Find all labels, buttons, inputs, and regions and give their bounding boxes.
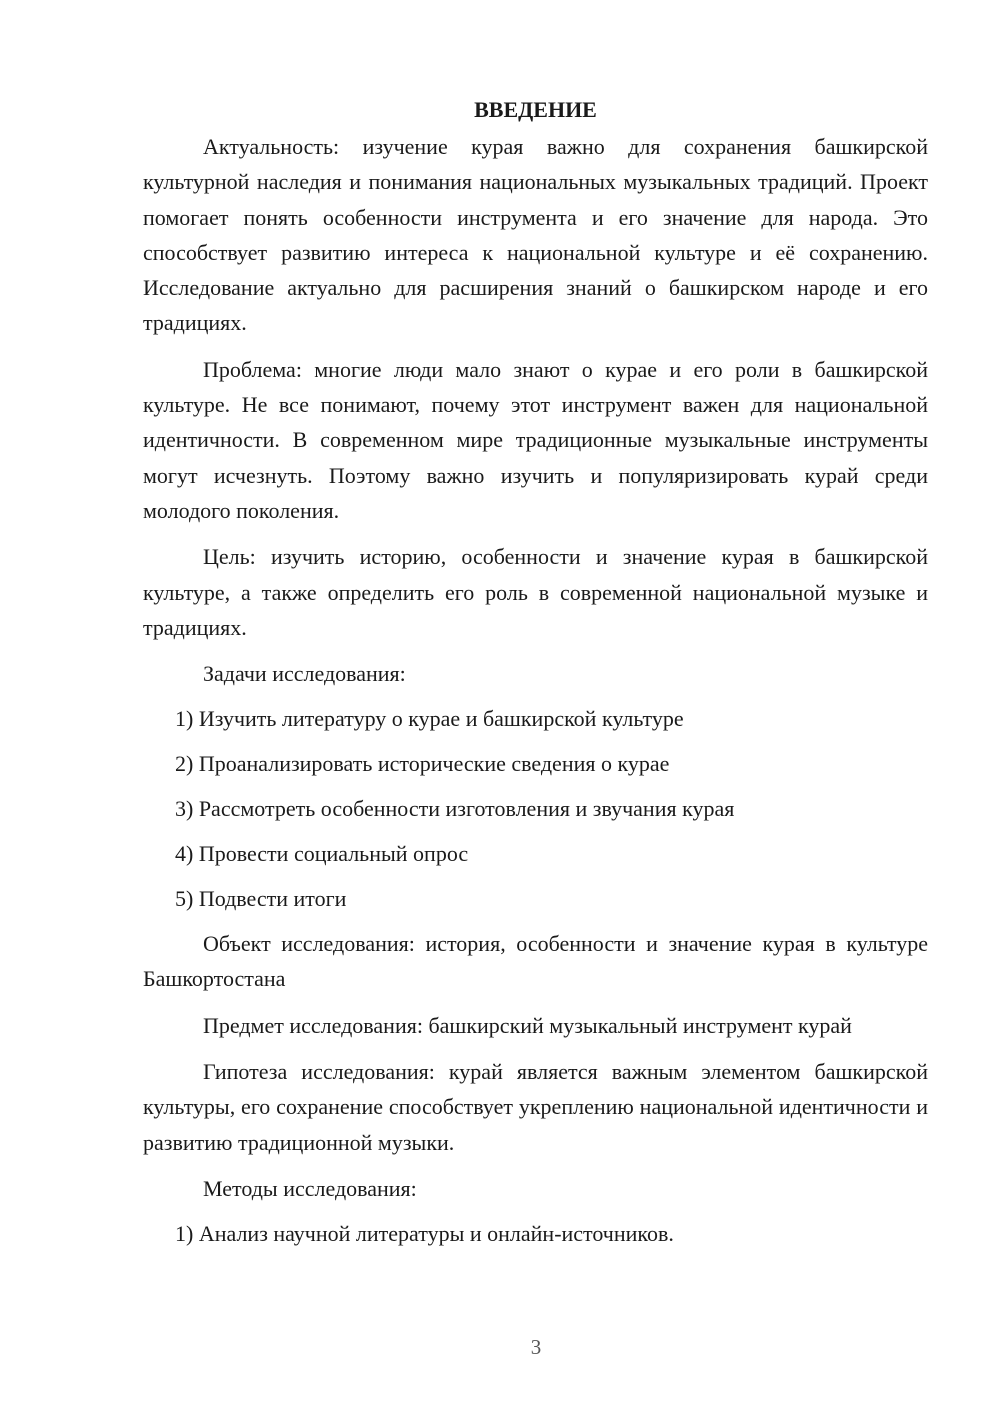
task-item: 5) Подвести итоги bbox=[175, 886, 347, 912]
page-content bbox=[143, 92, 928, 1261]
problem-paragraph: Проблема: многие люди мало знают о курае и его роли в башкирской культуре. Не все понимают, почему этот инструмент важен для национальной идентичности. В современном мире традиционные музыкальные инструменты могут исчезнуть. Поэтому важно изучить и популяризировать курай среди молодого поколения. bbox=[143, 356, 928, 523]
task-item: 2) Проанализировать исторические сведения о курае bbox=[175, 751, 670, 777]
methods-heading: Методы исследования: bbox=[203, 1175, 417, 1201]
goal-paragraph: Цель: изучить историю, особенности и значение курая в башкирской культуре, а также определить его роль в современной национальной музыке и традициях. bbox=[143, 544, 928, 640]
page-number: 3 bbox=[530, 1335, 542, 1359]
task-item: 3) Рассмотреть особенности изготовления и звучания курая bbox=[175, 796, 735, 822]
relevance-paragraph: Актуальность: изучение курая важно для сохранения башкирской культурной наследия и понимания национальных музыкальных традиций. Проект помогает понять особенности инструмента и его значение для народа. Это способствует развитию интереса к национальной культуре и её сохранению. Исследование актуально для расширения знаний о башкирском народе и его традициях. bbox=[143, 134, 928, 336]
method-item: 1) Анализ научной литературы и онлайн-источников. bbox=[175, 1220, 674, 1246]
task-item: 1) Изучить литературу о курае и башкирской культуре bbox=[175, 706, 684, 732]
section-title: ВВЕДЕНИЕ bbox=[474, 97, 597, 122]
object-paragraph: Объект исследования: история, особенности и значение курая в культуре Башкортостана bbox=[143, 931, 928, 992]
subject-paragraph: Предмет исследования: башкирский музыкальный инструмент курай bbox=[203, 1012, 852, 1038]
task-item: 4) Провести социальный опрос bbox=[175, 841, 469, 867]
tasks-heading: Задачи исследования: bbox=[203, 661, 406, 687]
hypothesis-paragraph: Гипотеза исследования: курай является важным элементом башкирской культуры, его сохранение способствует укреплению национальной идентичности и развитию традиционной музыки. bbox=[143, 1059, 928, 1155]
